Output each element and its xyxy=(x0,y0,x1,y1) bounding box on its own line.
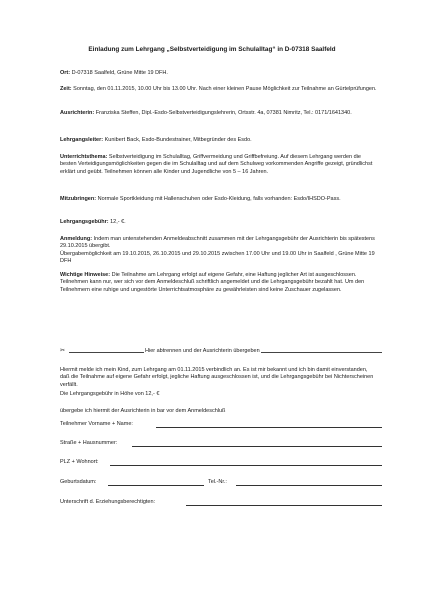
ausrichterin-label: Ausrichterin: xyxy=(60,110,95,116)
street-label: Straße + Hausnummer: xyxy=(60,440,118,446)
zeit-text: Sonntag, den 01.11.2015, 10.00 Uhr bis 13.00 Uhr. Nach einer kleinen Pause Möglichkeit zur Teilnahme an Gürtelprüfungen. xyxy=(71,86,377,92)
ort-text: D-07318 Saalfeld, Grüne Mitte 19 DFH. xyxy=(70,70,168,76)
ort-label: Ort: xyxy=(60,70,71,76)
section-ort xyxy=(60,70,378,77)
section-hinweise xyxy=(60,272,378,294)
section-ausrichterin xyxy=(60,110,378,117)
cut-line xyxy=(60,347,382,355)
unterrichtsthema-text: Selbstverteidigung im Schulalltag, Griffvermeidung und Griffbefreiung. Auf diesem Lehrgang werden die besten Verteidigungsmöglichkeiten gegen die im Schulalltag und auf dem Schulweg vorkommenden Angriffe gezeigt, gründlichst erklärt und geübt. Teilnehmen können alle Kinder und Jugendliche von 5 – 16 Jahren. xyxy=(60,154,373,175)
lehrgangsleiter-label: Lehrgangsleiter: xyxy=(60,137,104,143)
mitzubringen-label: Mitzubringen: xyxy=(60,196,97,202)
participant-name-label: Teilnehmer Vorname + Name: xyxy=(60,421,133,427)
section-mitzubringen xyxy=(60,196,378,203)
participant-name-field[interactable] xyxy=(60,420,382,428)
hinweise-text: Die Teilnahme am Lehrgang erfolgt auf eigene Gefahr, eine Haftung jeglicher Art ist ausgeschlossen. Teilnehmen kann nur, wer sich vor dem Anmeldeschluß schriftlich angemeldet und die Lehrgangsgebühr bezahlt hat. Um den Teilnehmern eine ruhige und ungestörte Unterrichtsatmosphäre zu gewährleisten sind keine Zuschauer zugelassen. xyxy=(60,272,365,293)
street-line[interactable] xyxy=(132,446,382,447)
form-intro: Hiermit melde ich mein Kind, zum Lehrgang am 01.11.2015 verbindlich an. Es ist mir bekannt und ich bin damit einverstanden, daß die Teilnahme auf eigene Gefahr erfolgt, jegliche Haftung ausgeschlossen ist, und die Lehrgangsgebühr bei Nichterscheinen verfällt. xyxy=(60,367,374,388)
section-zeit xyxy=(60,86,378,93)
cut-instruction: Hier abtrennen und der Ausrichterin übergeben xyxy=(145,348,260,354)
participant-name-line[interactable] xyxy=(156,427,382,428)
city-label: PLZ + Wohnort: xyxy=(60,459,99,465)
anmeldung-label: Anmeldung: xyxy=(60,236,93,242)
signature-line[interactable] xyxy=(186,505,382,506)
phone-line[interactable] xyxy=(236,485,382,486)
mitzubringen-text: Normale Sportkleidung mit Hallenschuhen oder Esdo-Kleidung, falls vorhanden: Esdo/IHSDO-Pass. xyxy=(96,196,341,202)
section-lehrgangsleiter xyxy=(60,137,378,144)
birthdate-label: Geburtsdatum: xyxy=(60,479,97,485)
form-fee-line: Die Lehrgangsgebühr in Höhe von 12,- € xyxy=(60,391,160,397)
section-unterrichtsthema xyxy=(60,154,378,176)
section-gebuehr xyxy=(60,219,378,226)
lehrgangsleiter-text: Kunibert Back, Esdo-Bundestrainer, Mitbegründer des Esdo. xyxy=(103,137,252,143)
city-line[interactable] xyxy=(110,465,382,466)
anmeldung-line2: Übergabemöglichkeit am 19.10.2015, 26.10.2015 und 29.10.2015 zwischen 17.00 Uhr und 19.00 Uhr in Saalfeld , Grüne Mitte 19 DFH xyxy=(60,250,375,264)
phone-label: Tel.-Nr.: xyxy=(208,479,227,485)
signature-field[interactable] xyxy=(60,498,382,506)
birthdate-line[interactable] xyxy=(108,485,204,486)
scissors-icon: ✂ xyxy=(60,348,66,354)
street-field[interactable] xyxy=(60,439,382,447)
document-title: Einladung zum Lehrgang „Selbstverteidigung im Schulalltag“ in D-07318 Saalfeld xyxy=(88,46,336,53)
hinweise-label: Wichtige Hinweise: xyxy=(60,272,111,278)
gebuehr-label: Lehrgangsgebühr: xyxy=(60,219,109,225)
city-field[interactable] xyxy=(60,458,382,466)
signature-label: Unterschrift d. Erziehungsberechtigten: xyxy=(60,499,156,505)
unterrichtsthema-label: Unterrichtsthema: xyxy=(60,154,108,160)
form-handover-line: übergebe ich hiermit der Ausrichterin in bar vor dem Anmeldeschluß xyxy=(60,408,226,414)
anmeldung-text: Indem man untenstehenden Anmeldeabschnitt zusammen mit der Lehrgangsgebühr der Ausrichterin bis spätestens 29.10.2015 übergibt. xyxy=(60,236,375,250)
section-anmeldung xyxy=(60,236,378,265)
birthdate-field[interactable] xyxy=(60,478,382,486)
ausrichterin-text: Franziska Steffen, Dipl.-Esdo-Selbstverteidigungslehrerin, Ortsstr. 4a, 07381 Nimritz, Tel.: 0171/1641340. xyxy=(94,110,352,116)
gebuehr-text: 12,- €. xyxy=(108,219,126,225)
zeit-label: Zeit: xyxy=(60,86,72,92)
